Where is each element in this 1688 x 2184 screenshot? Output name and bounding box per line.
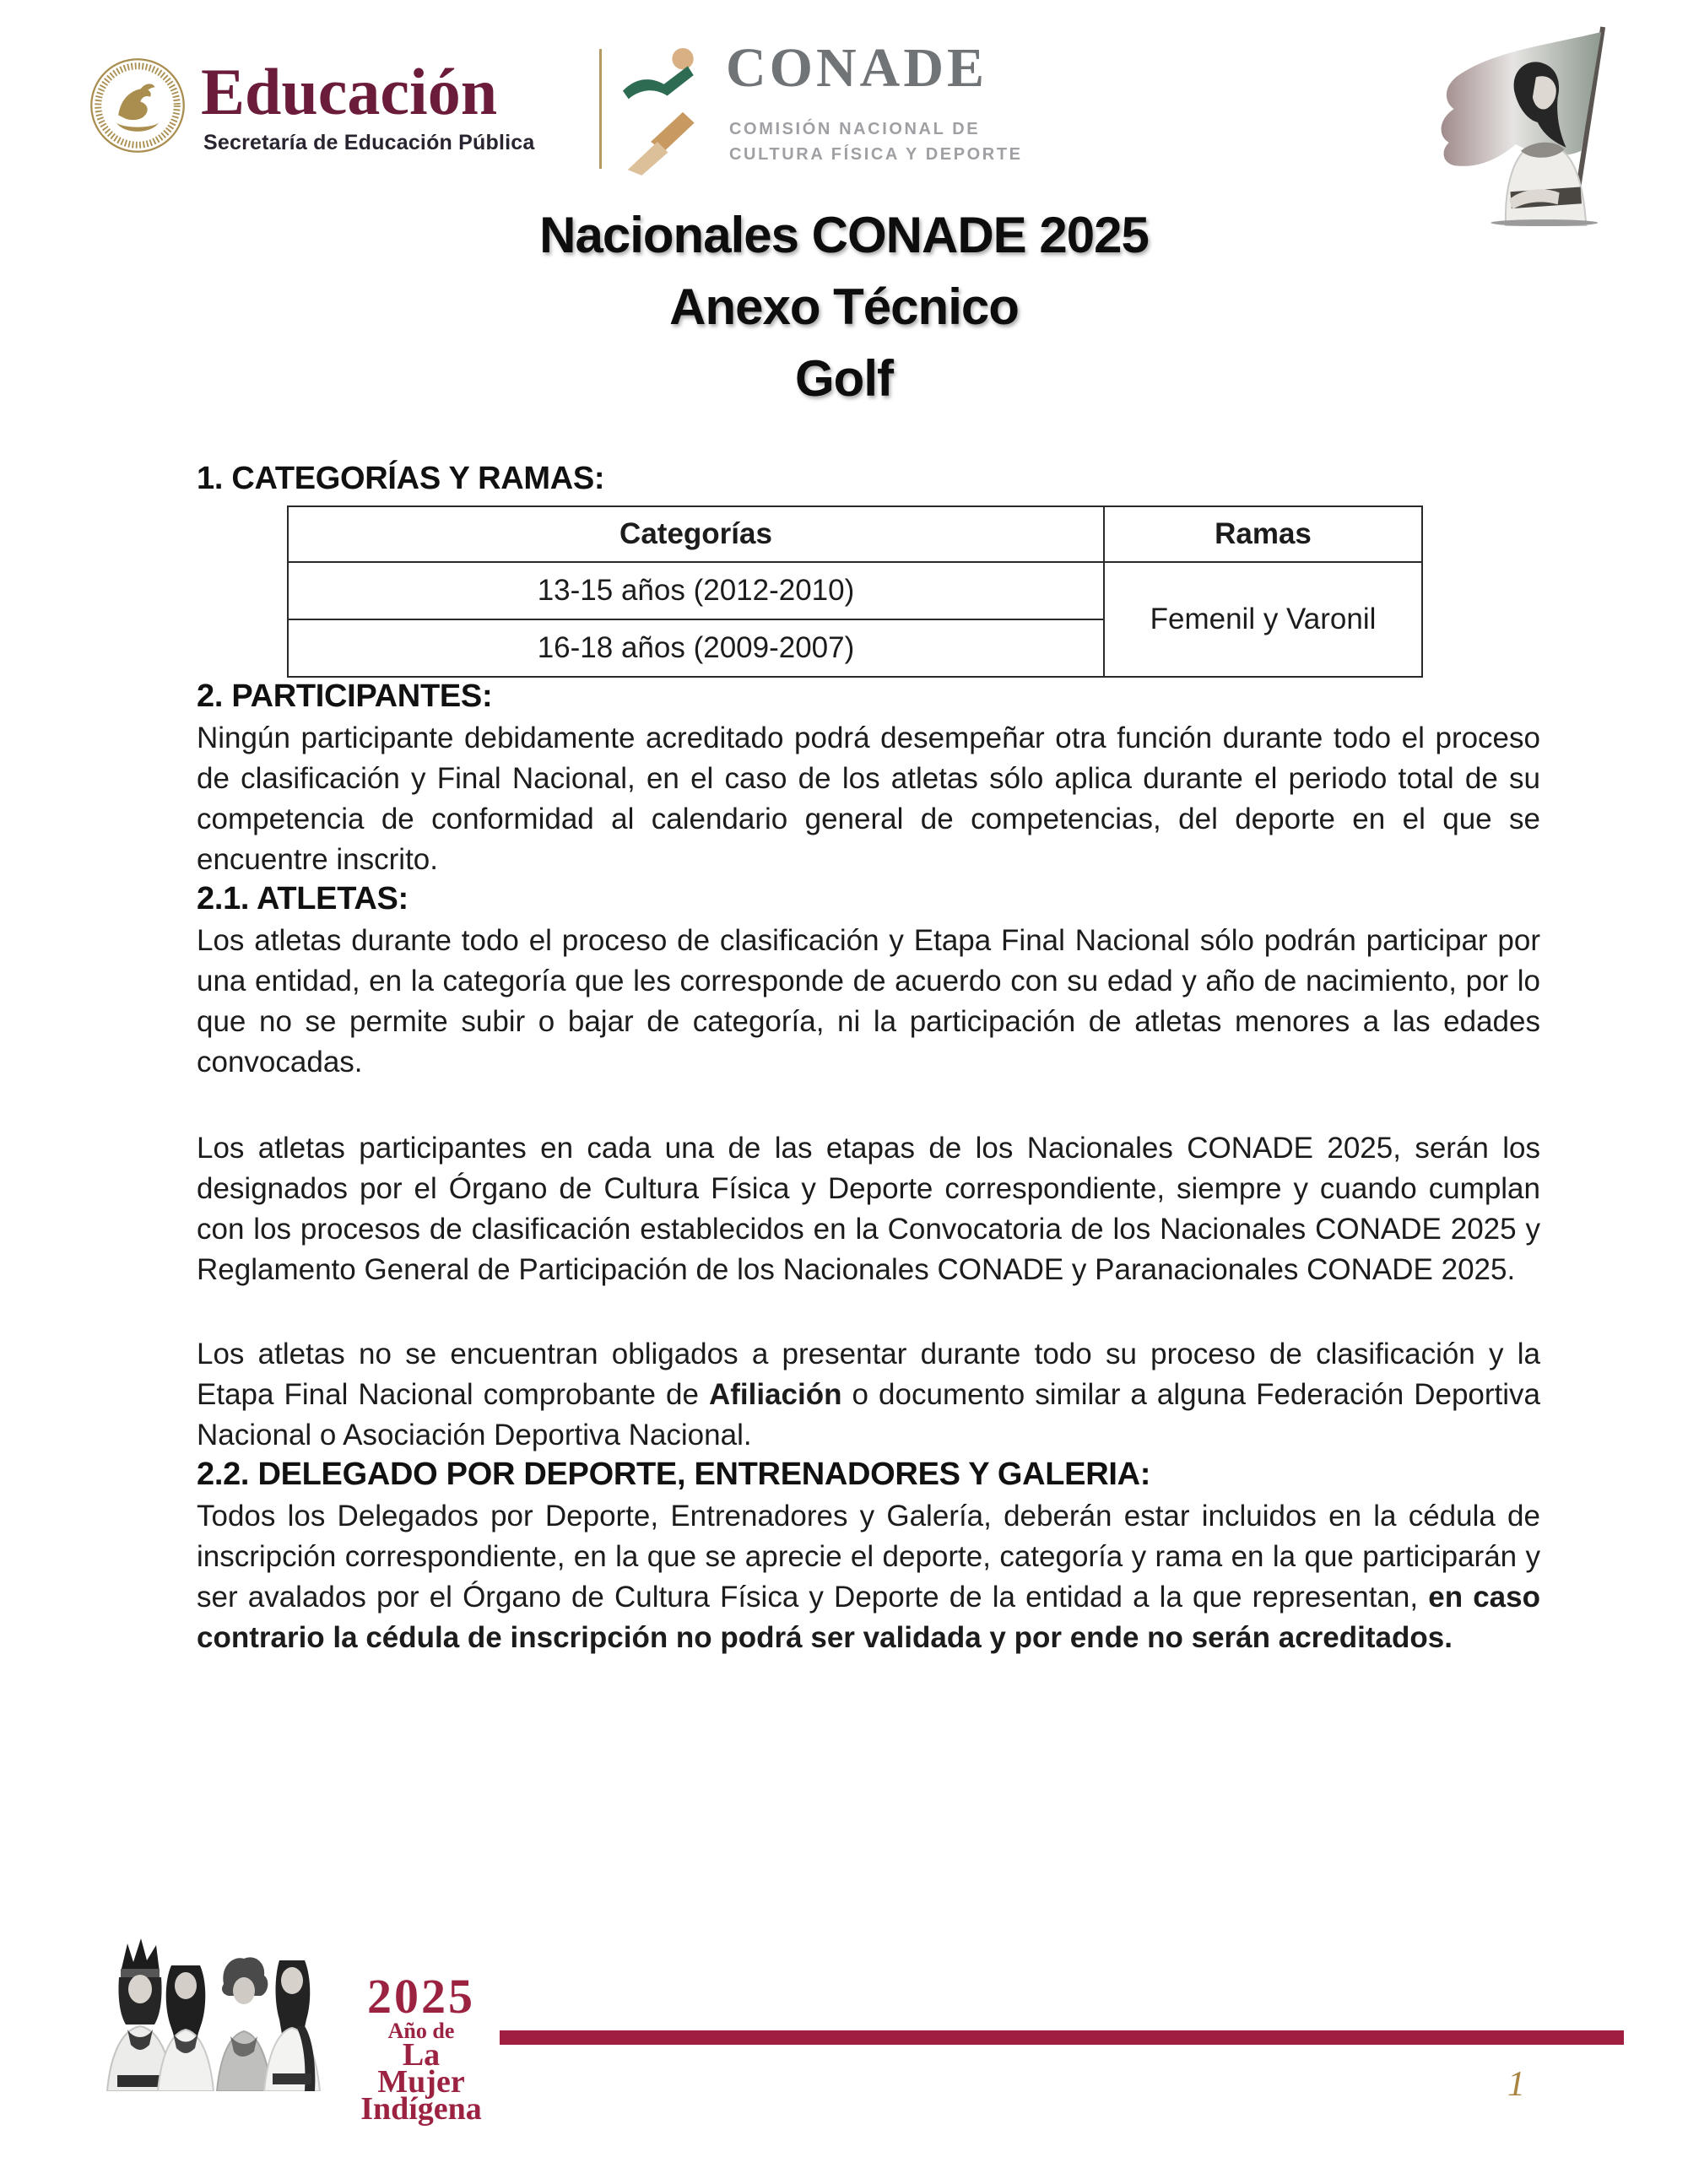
sep-subtitle: Secretaría de Educación Pública [203, 131, 535, 154]
footer-tagline-line3: Indígena [360, 2091, 482, 2127]
indigenous-women-illustration [97, 1935, 346, 2091]
section-2-1-paragraph-1: Los atletas durante todo el proceso de clasificación y Etapa Final Nacional sólo podrán participar por una entidad, en la categoría que les corresponde de acuerdo con su edad y año de nacimiento, por lo que no se permite subir o bajar de categoría, ni la participación de atletas menores a las edades convocadas. [197, 924, 1540, 1078]
section-2-paragraph: Ningún participante debidamente acreditado podrá desempeñar otra función durante todo el proceso de clasificación y Final Nacional, en el caso de los atletas sólo aplica durante el periodo total de su competencia de conformidad al calendario general de competencias, del deporte en el que se encuentre inscrito. [197, 722, 1540, 876]
table-row [288, 562, 1422, 619]
title-line-2: Anexo Técnico [669, 278, 1019, 335]
page-number: 1 [1507, 2065, 1525, 2104]
header-divider [599, 49, 602, 169]
document-title [0, 199, 1688, 414]
conade-runner-icon [621, 42, 716, 177]
sep-eagle-seal-icon [89, 57, 186, 154]
section-2-1-paragraph-2: Los atletas participantes en cada una de las etapas de los Nacionales CONADE 2025, serán los designados por el Órgano de Cultura Física y Deporte correspondiente, siempre y cuando cumplan con los procesos de clasificación establecidos en la Convocatoria de los Nacionales CONADE 2025 y Reglamento General de Participación de los Nacionales CONADE y Paranacionales CONADE 2025. [197, 1132, 1540, 1286]
footer-accent-bar [500, 2030, 1624, 2045]
section-2-2-heading: 2.2. DELEGADO POR DEPORTE, ENTRENADORES Y GALERIA: [197, 1457, 1151, 1492]
table-cell-categoria-13-15: 13-15 años (2012-2010) [288, 562, 1104, 619]
conade-wordmark: CONADE [726, 37, 988, 99]
section-2-2-paragraph [197, 1496, 1540, 1658]
footer-year-tagline [358, 1969, 484, 2127]
table-header-categorias: Categorías [288, 506, 1104, 562]
footer-tagline-line1: Año de [387, 2019, 455, 2043]
document-body [197, 460, 1540, 1658]
section-2-1-heading: 2.1. ATLETAS: [197, 881, 408, 916]
section-2-1-paragraph-3 [197, 1334, 1540, 1456]
conade-subtitle-line1: COMISIÓN NACIONAL DE [729, 120, 981, 138]
flag-woman-illustration [1394, 25, 1647, 226]
paragraph-text: Los atletas no se encuentran obligados a presentar durante todo su proceso de clasificación y la Etapa Final Nacional comprobante de [197, 1338, 1540, 1411]
footer-tagline-line2: La Mujer [377, 2037, 465, 2100]
conade-subtitle [729, 116, 1023, 167]
table-header-ramas: Ramas [1104, 506, 1422, 562]
validation-warning-bold-text: en caso contrario la cédula de inscripción no podrá ser validada y por ende no serán acreditados. [197, 1581, 1540, 1654]
paragraph-text: Todos los Delegados por Deporte, Entrenadores y Galería, deberán estar incluidos en la cédula de inscripción correspondiente, en la que se aprecie el deporte, categoría y rama en la que participarán y ser avalados por el Órgano de Cultura Física y Deporte de la entidad a la que representan, [197, 1500, 1540, 1614]
afiliacion-bold-text: Afiliación [708, 1378, 842, 1411]
table-cell-categoria-16-18: 16-18 años (2009-2007) [288, 619, 1104, 677]
table-cell-ramas: Femenil y Varonil [1104, 562, 1422, 677]
sep-wordmark: Educación [201, 55, 498, 128]
categorias-ramas-table [287, 505, 1423, 678]
table-header-row [288, 506, 1422, 562]
title-line-1: Nacionales CONADE 2025 [539, 207, 1149, 263]
footer-year: 2025 [367, 1969, 475, 2024]
title-line-3: Golf [795, 350, 893, 407]
section-2-heading: 2. PARTICIPANTES: [197, 678, 493, 714]
section-1-heading: 1. CATEGORÍAS Y RAMAS: [197, 461, 605, 496]
paragraph-text: o documento similar a alguna Federación Deportiva Nacional o Asociación Deportiva Nacional. [197, 1378, 1541, 1451]
conade-subtitle-line2: CULTURA FÍSICA Y DEPORTE [729, 145, 1023, 164]
